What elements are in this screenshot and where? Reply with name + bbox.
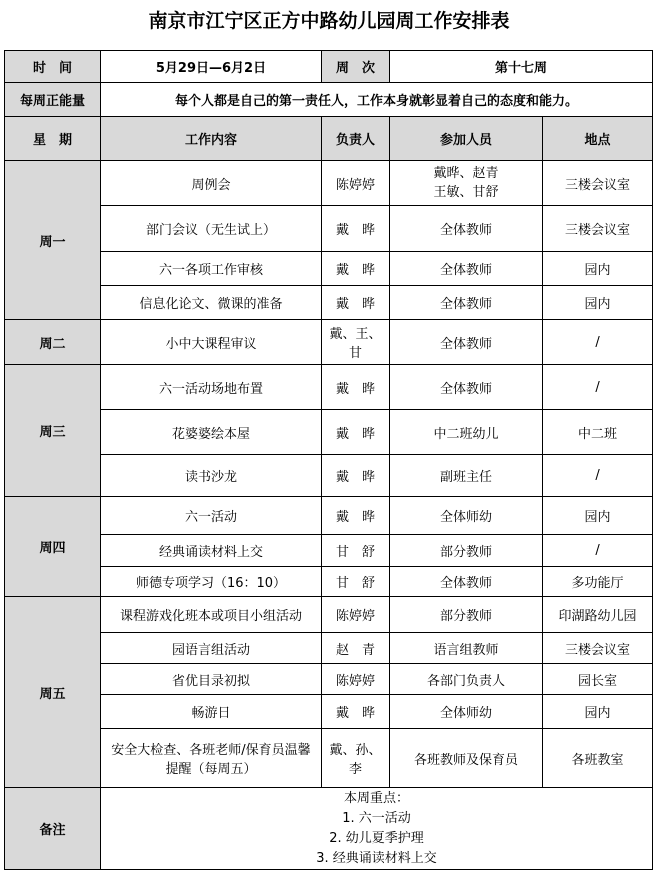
task-owner: 赵 青 [322, 633, 390, 664]
task-participants: 全体教师 [390, 252, 543, 286]
table-row [5, 206, 653, 252]
task-participants: 全体师幼 [390, 695, 543, 729]
day-thursday: 周四 [5, 497, 101, 597]
task-participants: 各班教师及保育员 [390, 729, 543, 788]
task-participants: 各部门负责人 [390, 664, 543, 695]
task-location: 各班教室 [543, 729, 653, 788]
table-row [5, 633, 653, 664]
task-location: 印湖路幼儿园 [543, 597, 653, 633]
participants-line: 戴晔、赵青 [433, 166, 499, 181]
col-day: 星 期 [5, 117, 101, 161]
task-location: / [543, 320, 653, 365]
task-owner: 戴 晔 [322, 252, 390, 286]
col-participants: 参加人员 [390, 117, 543, 161]
task-owner: 戴、孙、李 [322, 729, 390, 788]
notes-item: 2. 幼儿夏季护理 [329, 830, 424, 846]
table-row [5, 455, 653, 497]
table-row [5, 664, 653, 695]
task-participants: 语言组教师 [390, 633, 543, 664]
task-location: / [543, 535, 653, 567]
task-content: 部门会议（无生试上） [101, 206, 322, 252]
task-participants: 全体师幼 [390, 497, 543, 535]
task-owner: 戴 晔 [322, 286, 390, 320]
task-owner: 陈婷婷 [322, 664, 390, 695]
table-row [5, 252, 653, 286]
task-content: 省优目录初拟 [101, 664, 322, 695]
week-value: 第十七周 [390, 51, 653, 83]
task-content: 读书沙龙 [101, 455, 322, 497]
table-row [5, 410, 653, 455]
notes-label: 备注 [5, 788, 101, 870]
task-owner: 甘 舒 [322, 535, 390, 567]
task-location: 三楼会议室 [543, 206, 653, 252]
task-owner: 戴 晔 [322, 206, 390, 252]
task-content: 畅游日 [101, 695, 322, 729]
task-participants: 全体教师 [390, 320, 543, 365]
task-content: 周例会 [101, 161, 322, 206]
task-content: 师德专项学习（16：10） [101, 567, 322, 597]
task-owner: 陈婷婷 [322, 597, 390, 633]
task-participants: 全体教师 [390, 365, 543, 410]
task-content: 信息化论文、微课的准备 [101, 286, 322, 320]
task-participants: 中二班幼儿 [390, 410, 543, 455]
table-row [5, 497, 653, 535]
task-participants: 全体教师 [390, 286, 543, 320]
task-location: / [543, 365, 653, 410]
participants-line: 王敏、甘舒 [433, 185, 499, 200]
task-location: 园内 [543, 286, 653, 320]
task-content: 园语言组活动 [101, 633, 322, 664]
page-title: 南京市江宁区正方中路幼儿园周工作安排表 [148, 10, 510, 32]
task-content: 小中大课程审议 [101, 320, 322, 365]
task-owner: 甘 舒 [322, 567, 390, 597]
task-content: 六一活动场地布置 [101, 365, 322, 410]
motto-label: 每周正能量 [5, 83, 101, 117]
motto-row [5, 83, 653, 117]
task-owner: 戴 晔 [322, 410, 390, 455]
task-owner: 戴 晔 [322, 455, 390, 497]
task-content: 经典诵读材料上交 [101, 535, 322, 567]
task-location: 中二班 [543, 410, 653, 455]
table-row [5, 286, 653, 320]
table-row [5, 567, 653, 597]
task-participants: 部分教师 [390, 597, 543, 633]
motto-text: 每个人都是自己的第一责任人，工作本身就彰显着自己的态度和能力。 [101, 83, 653, 117]
time-label: 时 间 [5, 51, 101, 83]
schedule-table [4, 50, 653, 870]
col-location: 地点 [543, 117, 653, 161]
task-content: 六一活动 [101, 497, 322, 535]
task-location: 园内 [543, 497, 653, 535]
task-participants: 全体教师 [390, 567, 543, 597]
day-wednesday: 周三 [5, 365, 101, 497]
task-location: 三楼会议室 [543, 633, 653, 664]
task-location: 园长室 [543, 664, 653, 695]
col-content: 工作内容 [101, 117, 322, 161]
task-content: 安全大检查、各班老师/保育员温馨提醒（每周五） [101, 729, 322, 788]
notes-heading: 本周重点： [344, 790, 410, 806]
notes-item: 1. 六一活动 [342, 810, 411, 826]
task-participants: 全体教师 [390, 206, 543, 252]
table-row [5, 365, 653, 410]
table-row [5, 695, 653, 729]
table-row [5, 161, 653, 206]
task-participants: 部分教师 [390, 535, 543, 567]
task-content: 花婆婆绘本屋 [101, 410, 322, 455]
task-participants [390, 161, 543, 206]
task-participants: 副班主任 [390, 455, 543, 497]
task-location: / [543, 455, 653, 497]
notes-row [5, 788, 653, 870]
header-row [5, 51, 653, 83]
notes-content [101, 788, 653, 870]
col-owner: 负责人 [322, 117, 390, 161]
column-header-row [5, 117, 653, 161]
task-content: 课程游戏化班本或项目小组活动 [101, 597, 322, 633]
day-tuesday: 周二 [5, 320, 101, 365]
week-label: 周 次 [322, 51, 390, 83]
table-row [5, 729, 653, 788]
task-location: 园内 [543, 695, 653, 729]
table-row [5, 535, 653, 567]
task-owner: 戴、王、甘 [322, 320, 390, 365]
task-content: 六一各项工作审核 [101, 252, 322, 286]
date-range: 5月29日—6月2日 [101, 51, 322, 83]
task-location: 园内 [543, 252, 653, 286]
table-row [5, 320, 653, 365]
table-row [5, 597, 653, 633]
task-owner: 戴 晔 [322, 497, 390, 535]
task-owner: 戴 晔 [322, 695, 390, 729]
notes-item: 3. 经典诵读材料上交 [316, 850, 437, 866]
task-location: 多功能厅 [543, 567, 653, 597]
day-friday: 周五 [5, 597, 101, 788]
day-monday: 周一 [5, 161, 101, 320]
task-owner: 陈婷婷 [322, 161, 390, 206]
task-owner: 戴 晔 [322, 365, 390, 410]
task-location: 三楼会议室 [543, 161, 653, 206]
